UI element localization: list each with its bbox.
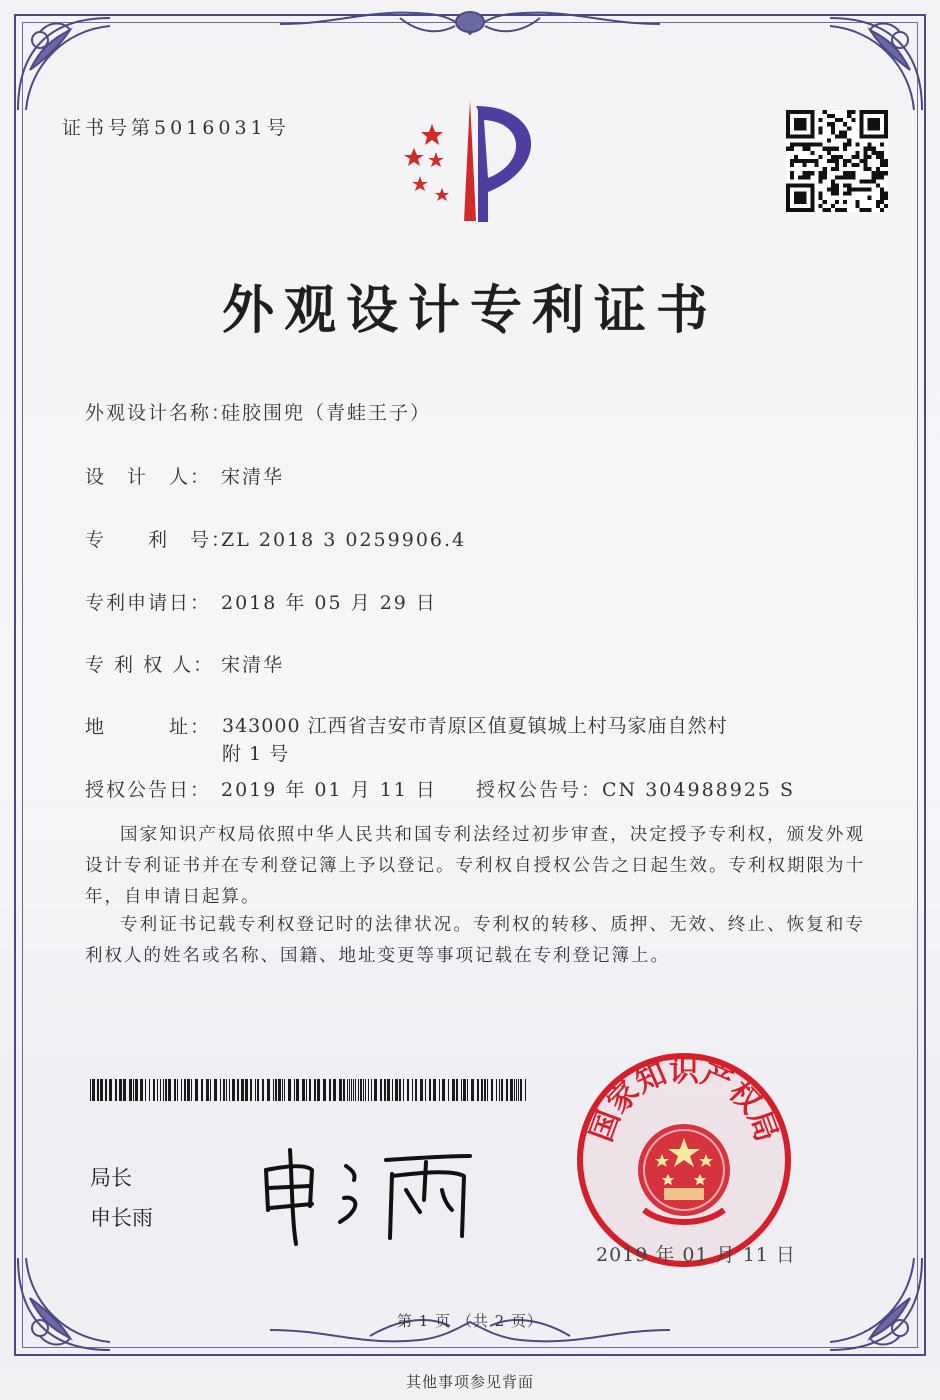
field-label: 专 利 号： [85,529,233,551]
corner-ornament-icon [820,10,930,120]
field-grant-date [85,775,437,802]
address-value [222,712,728,768]
back-note: 其他事项参见背面 [405,1373,534,1391]
director-name: 申长雨 [90,1206,153,1230]
top-scroll-ornament-icon [280,4,660,48]
field-publication-number [476,775,795,802]
field-design-name [85,398,431,425]
corner-ornament-icon [820,1248,930,1358]
address-line: 343000 江西省吉安市青原区值夏镇城上村马家庙自然村 [222,715,728,737]
seal-text: 国家知识产权局 [584,1053,784,1147]
field-label: 外观设计名称： [85,402,233,424]
field-application-date [85,588,437,615]
qr-code-icon [786,110,888,212]
barcode-icon [90,1079,526,1101]
corner-ornament-icon [10,10,120,120]
field-address [85,712,221,739]
page-number: 第 1 页 （共 2 页） [397,1312,543,1330]
corner-ornament-icon [10,1248,120,1358]
field-label: 专 利 权 人： [85,654,215,676]
field-value: 硅胶围兜（青蛙王子） [221,402,432,424]
field-label: 地 址： [85,716,212,738]
official-seal-icon [574,1050,794,1270]
field-value: 2018 年 05 月 29 日 [221,592,437,614]
field-label: 授权公告日： [85,779,212,801]
statement-paragraph-legal-status: 专利证书记载专利权登记时的法律状况。专利权的转移、质押、无效、终止、恢复和专利权人的姓名或名称、国籍、地址变更等事项记载在专利登记簿上。 [85,915,865,966]
field-value: 宋清华 [221,654,285,676]
field-value: 2019 年 01 月 11 日 [221,779,437,801]
address-line: 附 1 号 [222,743,290,765]
patent-office-emblem-icon [392,96,552,226]
certificate-title: 外观设计专利证书 [221,280,718,341]
field-label: 专利申请日： [85,592,212,614]
field-label: 授权公告号： [476,779,603,801]
handwritten-signature-icon [256,1140,486,1250]
field-label: 设 计 人： [85,466,212,488]
seal-date: 2019 年 01 月 11 日 [596,1244,796,1266]
field-patentee [85,650,284,677]
field-value: 宋清华 [221,466,285,488]
statement-paragraph-grant: 国家知识产权局依照中华人民共和国专利法经过初步审查，决定授予专利权，颁发外观设计专利证书并在专利登记簿上予以登记。专利权自授权公告之日起生效。专利权期限为十年，自申请日起算。 [85,825,865,907]
field-designer [85,462,284,489]
certificate-number: 证书号第5016031号 [62,117,290,139]
field-patent-number [85,525,466,552]
field-value: ZL 2018 3 0259906.4 [221,529,467,551]
field-value: CN 304988925 S [602,779,796,801]
director-title: 局长 [90,1166,132,1190]
